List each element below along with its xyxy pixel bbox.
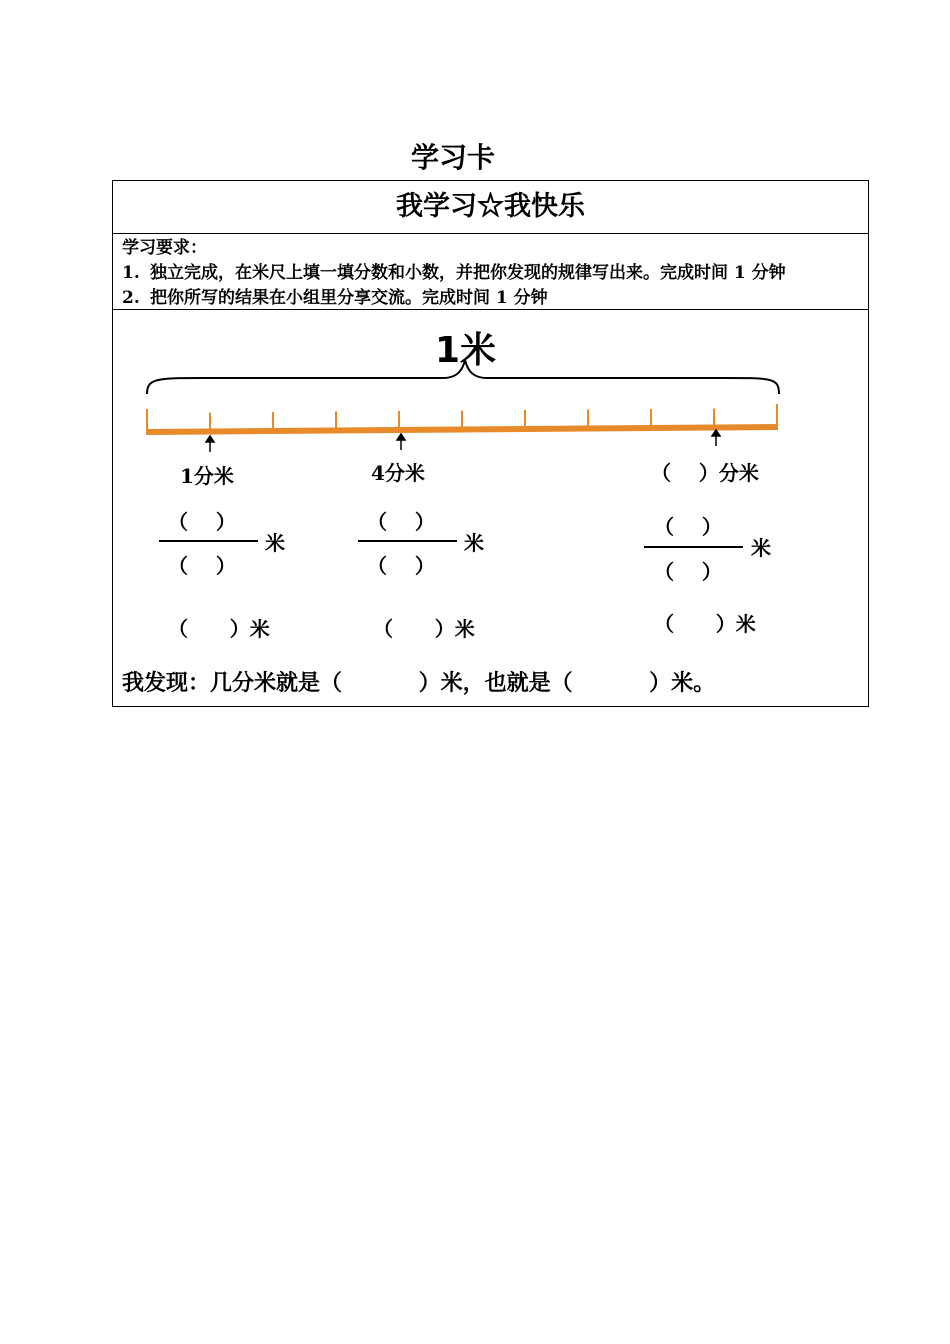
card-header: 我学习☆我快乐: [113, 181, 868, 234]
mark-label-blank: （ ）分米: [651, 461, 759, 485]
decimal-blank[interactable]: （ ）米: [654, 612, 756, 636]
requirement-number: 2.: [122, 288, 140, 308]
exercise-area: [113, 310, 868, 707]
mark-label-1: 1分米: [180, 464, 234, 488]
fraction-unit: 米: [265, 531, 285, 555]
requirement-text: 把你所写的结果在小组里分享交流。完成时间 1 分钟: [150, 288, 548, 308]
requirements-section: [113, 234, 868, 310]
ruler-length-label: 1米: [435, 330, 497, 371]
decimal-blank[interactable]: （ ）米: [373, 617, 475, 641]
fraction-denominator-blank[interactable]: （ ）: [168, 554, 236, 578]
decimal-blank[interactable]: （ ）米: [168, 617, 270, 641]
fraction-denominator-blank[interactable]: （ ）: [367, 554, 435, 578]
fraction-unit: 米: [464, 531, 484, 555]
requirement-item: [122, 286, 868, 311]
requirement-number: 1.: [122, 263, 140, 283]
requirement-text: 独立完成，在米尺上填一填分数和小数，并把你发现的规律写出来。完成时间 1 分钟: [150, 263, 786, 283]
mark-label-4: 4分米: [371, 461, 425, 485]
page-title: 学习卡: [410, 141, 495, 174]
fraction-numerator-blank[interactable]: （ ）: [654, 515, 722, 539]
requirement-item: [122, 261, 868, 286]
fraction-unit: 米: [751, 536, 771, 560]
discovery-sentence: 我发现：几分米就是（ ）米，也就是（ ）米。: [122, 670, 716, 696]
fraction-bars: [159, 541, 743, 547]
fraction-numerator-blank[interactable]: （ ）: [168, 510, 236, 534]
ruler-brace: [147, 360, 779, 394]
requirements-title: 学习要求：: [122, 238, 207, 258]
fraction-numerator-blank[interactable]: （ ）: [367, 510, 435, 534]
study-card: [112, 180, 869, 707]
fraction-denominator-blank[interactable]: （ ）: [654, 560, 722, 584]
